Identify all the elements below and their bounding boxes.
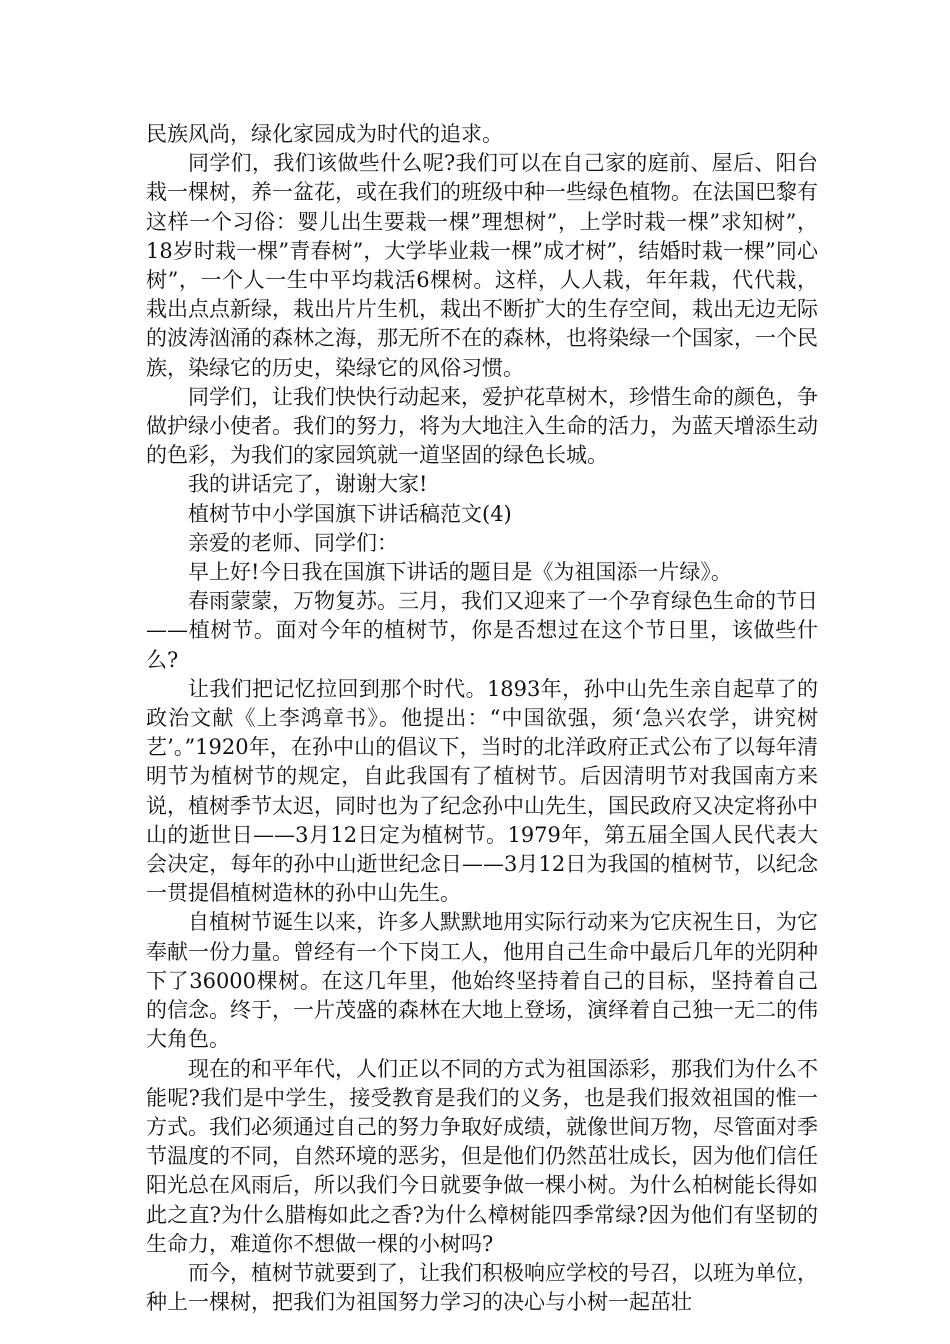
document-body — [146, 120, 818, 1317]
paragraph-call-to-action: 同学们，让我们快快行动起来，爱护花草树木，珍惜生命的颜色，争做护绿小使者。我们的努力，将为大地注入生命的活力，为蓝天增添生动的色彩，为我们的家园筑就一道坚固的绿色长城。 — [146, 384, 818, 468]
paragraph-worker-story: 自植树节诞生以来，许多人默默地用实际行动来为它庆祝生日，为它奉献一份力量。曾经有一个下岗工人，他用自己生命中最后几年的光阴种下了36000棵树。在这几年里，他始终坚持着自己的目标，坚持着自己的信念。终于，一片茂盛的森林在大地上登场，演绎着自己独一无二的伟大角色。 — [146, 910, 818, 1052]
paragraph-continuation: 民族风尚，绿化家园成为时代的追求。 — [146, 122, 503, 146]
paragraph-closing: 我的讲话完了，谢谢大家! — [188, 472, 428, 497]
paragraph-salutation: 亲爱的老师、同学们： — [188, 530, 398, 555]
paragraph-arbor-day: 而今，植树节就要到了，让我们积极响应学校的号召，以班为单位，种上一棵树，把我们为祖国努力学习的决心与小树一起茁壮 — [146, 1260, 818, 1315]
paragraph-students: 现在的和平年代，人们正以不同的方式为祖国添彩，那我们为什么不能呢?我们是中学生，接受教育是我们的义务，也是我们报效祖国的惟一方式。我们必须通过自己的努力争取好成绩，就像世间万物，尽管面对季节温度的不同，自然环境的恶劣，但是他们仍然茁壮成长，因为他们信任阳光总在风雨后，所以我们今日就要争做一棵小树。为什么柏树能长得如此之直?为什么腊梅如此之香?为什么樟树能四季常绿?因为他们有坚韧的生命力，难道你不想做一棵的小树吗? — [146, 1056, 818, 1256]
paragraph-what-to-do: 同学们，我们该做些什么呢?我们可以在自己家的庭前、屋后、阳台栽一棵树，养一盆花，或在我们的班级中种一些绿色植物。在法国巴黎有这样一个习俗：婴儿出生要栽一棵”理想树”，上学时栽一棵”求知树”，18岁时栽一棵”青春树”，大学毕业栽一棵”成才树”，结婚时栽一棵”同心树”，一个人一生中平均栽活6棵树。这样，人人栽，年年栽，代代栽，栽出点点新绿，栽出片片生机，栽出不断扩大的生存空间，栽出无边无际的波涛汹涌的森林之海，那无所不在的森林，也将染绿一个国家，一个民族，染绿它的历史，染绿它的风俗习惯。 — [146, 151, 818, 380]
paragraph-history: 让我们把记忆拉回到那个时代。1893年，孙中山先生亲自起草了的政治文献《上李鸿章书》。他提出：“中国欲强，须‘急兴农学，讲究树艺’。”1920年，在孙中山的倡议下，当时的北洋政府正式公布了以每年清明节为植树节的规定，自此我国有了植树节。后因清明节对我国南方来说，植树季节太迟，同时也为了纪念孙中山先生，国民政府又决定将孙中山的逝世日——3月12日定为植树节。1979年，第五届全国人民代表大会决定，每年的孙中山逝世纪念日——3月12日为我国的植树节，以纪念一贯提倡植树造林的孙中山先生。 — [146, 676, 818, 906]
paragraph-spring: 春雨蒙蒙，万物复苏。三月，我们又迎来了一个孕育绿色生命的节日——植树节。面对今年的植树节，你是否想过在这个节日里，该做些什么? — [146, 589, 818, 672]
paragraph-greeting: 早上好!今日我在国旗下讲话的题目是《为祖国添一片绿》。 — [188, 560, 732, 585]
section-heading: 植树节中小学国旗下讲话稿范文(4) — [188, 501, 512, 526]
